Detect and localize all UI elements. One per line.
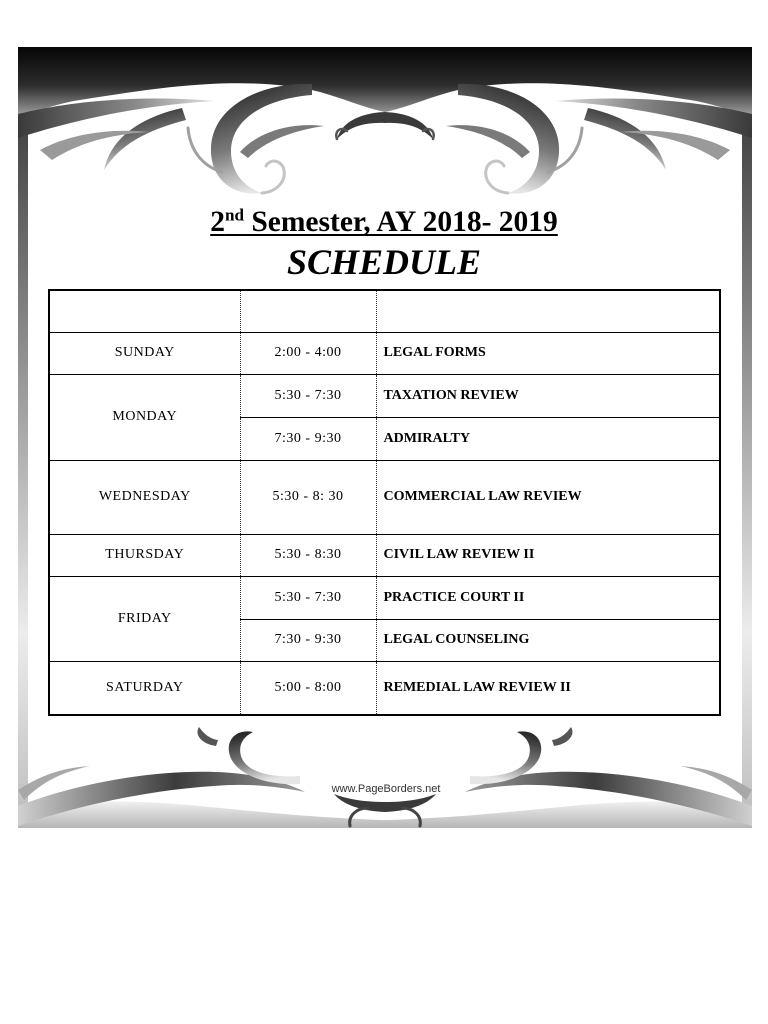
time-cell: 2:00 - 4:00 xyxy=(240,332,376,374)
semester-text: Semester, AY 2018- 2019 xyxy=(243,206,558,238)
header-cell xyxy=(376,290,720,332)
day-cell: MONDAY xyxy=(49,374,240,460)
time-cell: 7:30 - 9:30 xyxy=(240,417,376,460)
header-cell xyxy=(240,290,376,332)
subject-cell: ADMIRALTY xyxy=(376,417,720,460)
time-cell: 5:30 - 7:30 xyxy=(240,576,376,619)
right-border-strip xyxy=(742,47,752,828)
day-cell: SUNDAY xyxy=(49,332,240,374)
day-cell: SATURDAY xyxy=(49,661,240,715)
subject-cell: LEGAL COUNSELING xyxy=(376,619,720,661)
header-cell xyxy=(49,290,240,332)
time-cell: 5:30 - 8: 30 xyxy=(240,460,376,534)
subject-cell: LEGAL FORMS xyxy=(376,332,720,374)
semester-heading xyxy=(0,205,768,239)
table-row xyxy=(49,374,720,417)
subject-cell: TAXATION REVIEW xyxy=(376,374,720,417)
watermark-text: www.PageBorders.net xyxy=(331,783,441,795)
time-cell: 5:30 - 7:30 xyxy=(240,374,376,417)
semester-ordinal: nd xyxy=(224,205,244,225)
table-row xyxy=(49,576,720,619)
time-cell: 5:30 - 8:30 xyxy=(240,534,376,576)
day-cell: FRIDAY xyxy=(49,576,240,661)
day-cell: WEDNESDAY xyxy=(49,460,240,534)
table-row xyxy=(49,661,720,715)
semester-number: 2 xyxy=(210,206,225,238)
time-cell: 5:00 - 8:00 xyxy=(240,661,376,715)
table-row xyxy=(49,332,720,374)
schedule-table xyxy=(48,289,721,716)
left-border-strip xyxy=(18,47,28,828)
table-row xyxy=(49,534,720,576)
day-cell: THURSDAY xyxy=(49,534,240,576)
table-row xyxy=(49,460,720,534)
subject-cell: CIVIL LAW REVIEW II xyxy=(376,534,720,576)
subject-cell: REMEDIAL LAW REVIEW II xyxy=(376,661,720,715)
header-row xyxy=(49,290,720,332)
time-cell: 7:30 - 9:30 xyxy=(240,619,376,661)
schedule-title: SCHEDULE xyxy=(286,242,482,282)
subject-cell: PRACTICE COURT II xyxy=(376,576,720,619)
subject-cell: COMMERCIAL LAW REVIEW xyxy=(376,460,720,534)
